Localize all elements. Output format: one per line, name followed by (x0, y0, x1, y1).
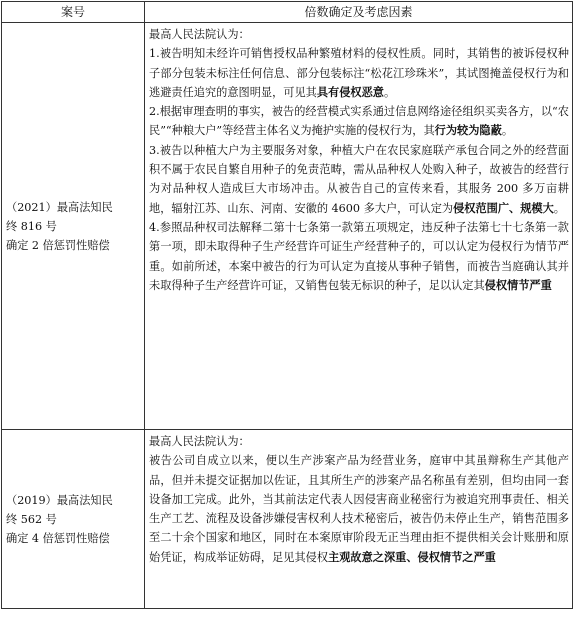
factor-paragraph (149, 102, 569, 141)
table-row (2, 23, 573, 430)
case-number-line: 终 816 号 (6, 219, 57, 233)
factors-cell (145, 23, 573, 430)
emphasis-text: 侵权情节严重 (484, 277, 552, 292)
damages-multiplier: 确定 4 倍惩罚性赔偿 (6, 531, 110, 545)
header-case-number: 案号 (2, 2, 145, 23)
table-header-row (2, 2, 573, 23)
factors-cell (145, 430, 573, 609)
paragraph-end: 。 (501, 124, 514, 138)
paragraph-text: 4.参照品种权司法解释二第十七条第一款第五项规定，违反种子法第七十七条第一款第一项，即未取得种子生产经营许可证生产经营种子的，可以认定为侵权行为情节严重。如前所述，本案中被告的行为可认定为直接从事种子销售，而被告当庭确认其并未取得种子生产经营许可证，又销售包装无标识的种子，足以认定其 (149, 220, 569, 292)
paragraph-text: 3.被告以种植大户为主要服务对象，种植大户在农民家庭联产承包合同之外的经营面积不属于农民自繁自用种子的免责范畴，需从品种权人处购入种子，故被告的经营行为对品种权人造成巨大市场冲击。从被告自己的宣传来看，其服务 200 多万亩耕地，辐射江苏、山东、河南、安徽的 4600 多大户，可认定为 (149, 143, 569, 215)
emphasis-text: 侵权范围广、规模大 (453, 200, 554, 215)
case-number-line: 终 562 号 (6, 512, 57, 526)
header-factors: 倍数确定及考虑因素 (145, 2, 573, 23)
paragraph-text: 被告公司自成立以来，便以生产涉案产品为经营业务，庭审中其虽辩称生产其他产品，但并未提交证据加以佐证，且其所生产的涉案产品名称虽有差别，但均由同一套设备加工完成。此外，当其前法定代表人因侵害商业秘密行为被追究刑事责任、相关生产工艺、流程及设备涉嫌侵害权利人技术秘密后，被告仍未停止生产，销售范围多至二十余个国家和地区，同时在本案原审阶段无正当理由拒不提供相关会计账册和原始凭证，构成举证妨碍，足见其侵权 (149, 454, 569, 564)
factor-paragraph (149, 141, 569, 218)
case-number-line: （2019）最高法知民 (6, 493, 113, 507)
court-intro: 最高人民法院认为： (149, 28, 250, 41)
emphasis-text: 行为较为隐蔽 (434, 123, 502, 138)
factor-paragraph (149, 44, 569, 102)
case-number-line: （2021）最高法知民 (6, 200, 113, 214)
table-row (2, 430, 573, 609)
emphasis-text: 具有侵权恶意 (316, 84, 384, 99)
cases-table (1, 1, 573, 609)
paragraph-text: 2.根据审理查明的事实，被告的经营模式实系通过信息网络途径组织买卖各方，以“农民”“种粮大户”等经营主体名义为掩护实施的侵权行为，其 (149, 105, 569, 138)
paragraph-end: 。 (553, 201, 565, 215)
emphasis-text: 主观故意之深重、侵权情节之严重 (328, 549, 496, 564)
factor-paragraph (149, 218, 569, 295)
case-number-cell (2, 430, 145, 609)
court-intro: 最高人民法院认为： (149, 435, 250, 448)
damages-multiplier: 确定 2 倍惩罚性赔偿 (6, 238, 110, 252)
paragraph-end: 。 (383, 85, 396, 99)
paragraph-text: 1.被告明知未经许可销售授权品种繁殖材料的侵权性质。同时，其销售的被诉侵权种子部分包装未标注任何信息、部分包装标注“松花江珍珠米”，其试图掩盖侵权行为和逃避责任追究的意图明显，可见其 (149, 47, 569, 99)
case-number-cell (2, 23, 145, 430)
factor-paragraph (149, 451, 569, 567)
